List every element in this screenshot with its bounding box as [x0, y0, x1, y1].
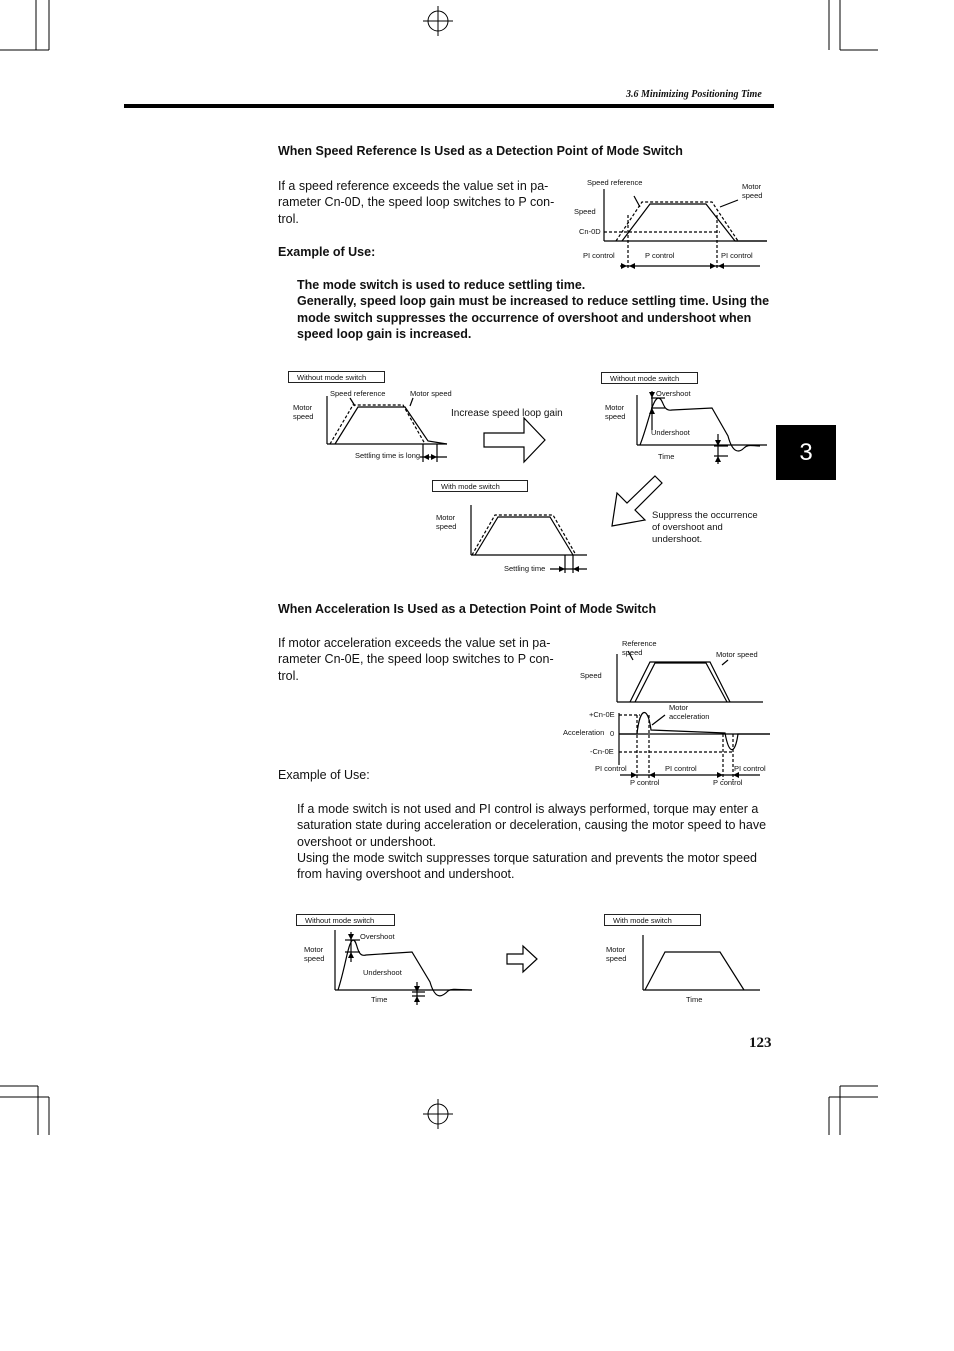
fig2-box-with-mode-switch: With mode switch: [432, 480, 528, 492]
fig1-p-control: P control: [645, 251, 675, 260]
fig3-p-control-1: P control: [630, 778, 660, 787]
section2-title: When Acceleration Is Used as a Detection Point of Mode Switch: [278, 602, 657, 616]
fig2-motor-speed-axis-1: Motor speed: [293, 403, 314, 421]
fig2-arrow-text: Increase speed loop gain: [451, 408, 563, 419]
fig2-undershoot-label: Undershoot: [651, 428, 690, 437]
running-header: 3.6 Minimizing Positioning Time: [626, 89, 762, 100]
fig1-speed-reference-label: Speed reference: [587, 178, 643, 187]
fig3-acceleration-axis-label: Acceleration: [563, 728, 605, 737]
fig1-cn0d-label: Cn-0D: [579, 227, 601, 236]
fig2-settling-time-label: Settling time: [504, 564, 546, 573]
fig2-motor-speed-label: Motor speed: [410, 389, 452, 398]
section2-example-text: If a mode switch is not used and PI control is always performed, torque may enter a saturation state during acceleration or deceleration, causing the motor speed to have overshoot or undershoot. Using the mode switch suppresses torque saturation and prevents the motor speed from having overshoot and undershoot.: [297, 802, 767, 882]
fig1-speed-axis-label: Speed: [574, 207, 596, 216]
fig3-plus-cn0e-label: +Cn-0E: [589, 710, 615, 719]
fig3-pi-control-3: PI control: [734, 764, 766, 773]
fig3-speed-axis-label: Speed: [580, 671, 602, 680]
fig2-overshoot-label: Overshoot: [656, 389, 691, 398]
fig2-motor-speed-axis-2: Motor speed: [605, 403, 626, 421]
fig2-speed-reference-label: Speed reference: [330, 389, 386, 398]
fig2-motor-speed-axis-3: Motor speed: [436, 513, 457, 531]
fig2-settling-long-label: Settling time is long: [355, 451, 421, 460]
fig4-motor-speed-axis-2: Motor speed: [606, 945, 627, 963]
section1-example-text: The mode switch is used to reduce settling time. Generally, speed loop gain must be increased to reduce settling time. Using the mode switch suppresses the occurrence of overshoot and undershoot when speed loop gain is increased.: [297, 278, 770, 341]
fig3-zero-label: 0: [610, 729, 615, 738]
section2-example-label: Example of Use:: [278, 768, 370, 782]
fig3-pi-control-2: PI control: [665, 764, 697, 773]
fig3-pi-control-1: PI control: [595, 764, 627, 773]
fig2-suppress-text: Suppress the occurrence of overshoot and undershoot.: [652, 510, 758, 545]
section1-example-label: Example of Use:: [278, 245, 376, 259]
fig2-box-without-mode-switch-2: Without mode switch: [601, 372, 698, 384]
fig2-time-label: Time: [658, 452, 675, 461]
fig1-motor-speed-label: Motor speed: [742, 182, 763, 200]
section1-paragraph: If a speed reference exceeds the value set in pa- rameter Cn-0D, the speed loop switches to P con- trol.: [278, 179, 555, 226]
fig4-box-without-mode-switch: Without mode switch: [296, 914, 395, 926]
fig3-reference-speed-label: Reference speed: [622, 639, 657, 657]
fig3-motor-speed-label: Motor speed: [716, 650, 758, 659]
fig3-minus-cn0e-label: -Cn-0E: [590, 747, 614, 756]
fig4-time-label-2: Time: [686, 995, 703, 1004]
fig2-box-without-mode-switch-1: Without mode switch: [288, 371, 385, 383]
fig1-pi-control-left: PI control: [583, 251, 615, 260]
fig4-motor-speed-axis-1: Motor speed: [304, 945, 325, 963]
fig3-p-control-2: P control: [713, 778, 743, 787]
fig1-pi-control-right: PI control: [721, 251, 753, 260]
fig3-motor-acceleration-label: Motor acceleration: [669, 703, 710, 721]
fig4-overshoot-label: Overshoot: [360, 932, 395, 941]
section2-paragraph: If motor acceleration exceeds the value set in pa- rameter Cn-0E, the speed loop switches to P con- trol.: [278, 636, 554, 683]
chapter-tab: 3: [776, 425, 836, 480]
page-number: 123: [749, 1035, 772, 1051]
fig4-box-with-mode-switch: With mode switch: [604, 914, 701, 926]
section1-title: When Speed Reference Is Used as a Detection Point of Mode Switch: [278, 144, 683, 158]
fig4-undershoot-label: Undershoot: [363, 968, 402, 977]
fig4-time-label-1: Time: [371, 995, 388, 1004]
